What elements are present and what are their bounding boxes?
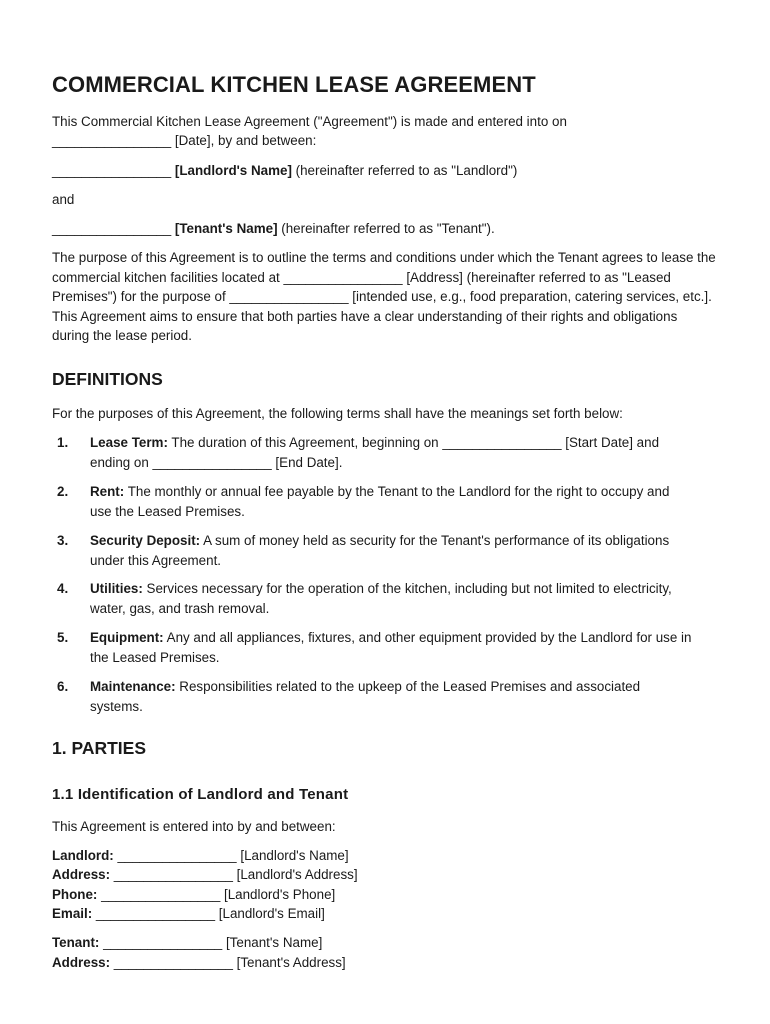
parties-subheading: 1.1 Identification of Landlord and Tenant	[52, 786, 349, 803]
definition-item	[52, 628, 692, 667]
definition-number: 3.	[57, 533, 69, 548]
tenant-line	[52, 219, 717, 239]
and-line: and	[52, 192, 75, 207]
definition-text: Services necessary for the operation of the kitchen, including but not limited to electricity, water, gas, and trash removal.	[90, 581, 672, 616]
definition-item	[52, 433, 692, 472]
landlord-phone-field: Phone: ________________ [Landlord's Phone]	[52, 887, 336, 902]
tenant-name-label: [Tenant's Name]	[174, 221, 278, 236]
definition-term: Equipment:	[90, 630, 164, 645]
landlord-name-field: Landlord: ________________ [Landlord's Name]	[52, 848, 349, 863]
landlord-blank: ________________	[52, 163, 175, 178]
definition-term: Lease Term:	[90, 435, 168, 450]
intro-line-2: ________________ [Date], by and between:	[52, 133, 317, 148]
definition-item	[52, 677, 692, 716]
definition-term: Rent:	[90, 484, 125, 499]
definition-number: 5.	[57, 630, 69, 645]
landlord-address-field: Address: ________________ [Landlord's Address]	[52, 867, 358, 882]
landlord-tail: (hereinafter referred to as "Landlord")	[291, 163, 518, 178]
definition-item	[52, 531, 692, 570]
definition-text: A sum of money held as security for the Tenant's performance of its obligations under this Agreement.	[90, 533, 670, 568]
definitions-lead: For the purposes of this Agreement, the following terms shall have the meanings set forth below:	[52, 406, 623, 421]
definition-text: Responsibilities related to the upkeep of the Leased Premises and associated systems.	[90, 679, 641, 714]
definition-term: Utilities:	[90, 581, 143, 596]
intro-line-1: This Commercial Kitchen Lease Agreement ("Agreement") is made and entered into on	[52, 114, 567, 129]
tenant-blank: ________________	[52, 221, 175, 236]
definition-text: The duration of this Agreement, beginning on ________________ [Start Date] and ending on ________________ [End Date].	[90, 435, 660, 470]
purpose-paragraph: The purpose of this Agreement is to outline the terms and conditions under which the Tenant agrees to lease the commercial kitchen facilities located at ________________ [Address] (hereinafter referred to as "Leased Premises") for the purpose of ________________ [intended use, e.g., food preparation, catering services, etc.]. This Agreement aims to ensure that both parties have a clear understanding of their rights and obligations during the lease period.	[52, 250, 716, 343]
definition-item	[52, 482, 692, 521]
definition-item	[52, 579, 692, 618]
definition-number: 4.	[57, 581, 69, 596]
landlord-name-label: [Landlord's Name]	[174, 163, 292, 178]
tenant-address-field: Address: ________________ [Tenant's Address]	[52, 955, 346, 970]
parties-heading: 1. PARTIES	[52, 738, 147, 758]
document-title: COMMERCIAL KITCHEN LEASE AGREEMENT	[52, 72, 536, 97]
definition-text: Any and all appliances, fixtures, and other equipment provided by the Landlord for use in the Leased Premises.	[90, 630, 692, 665]
definition-number: 1.	[57, 435, 69, 450]
landlord-email-field: Email: ________________ [Landlord's Email]	[52, 906, 325, 921]
definition-term: Maintenance:	[90, 679, 176, 694]
definition-text: The monthly or annual fee payable by the Tenant to the Landlord for the right to occupy and use the Leased Premises.	[90, 484, 670, 519]
definitions-heading: DEFINITIONS	[52, 369, 163, 389]
landlord-line	[52, 161, 717, 181]
definition-number: 2.	[57, 484, 69, 499]
tenant-tail: (hereinafter referred to as "Tenant").	[277, 221, 495, 236]
parties-lead: This Agreement is entered into by and between:	[52, 819, 336, 834]
tenant-name-field: Tenant: ________________ [Tenant's Name]	[52, 935, 323, 950]
definition-term: Security Deposit:	[90, 533, 201, 548]
definition-number: 6.	[57, 679, 69, 694]
